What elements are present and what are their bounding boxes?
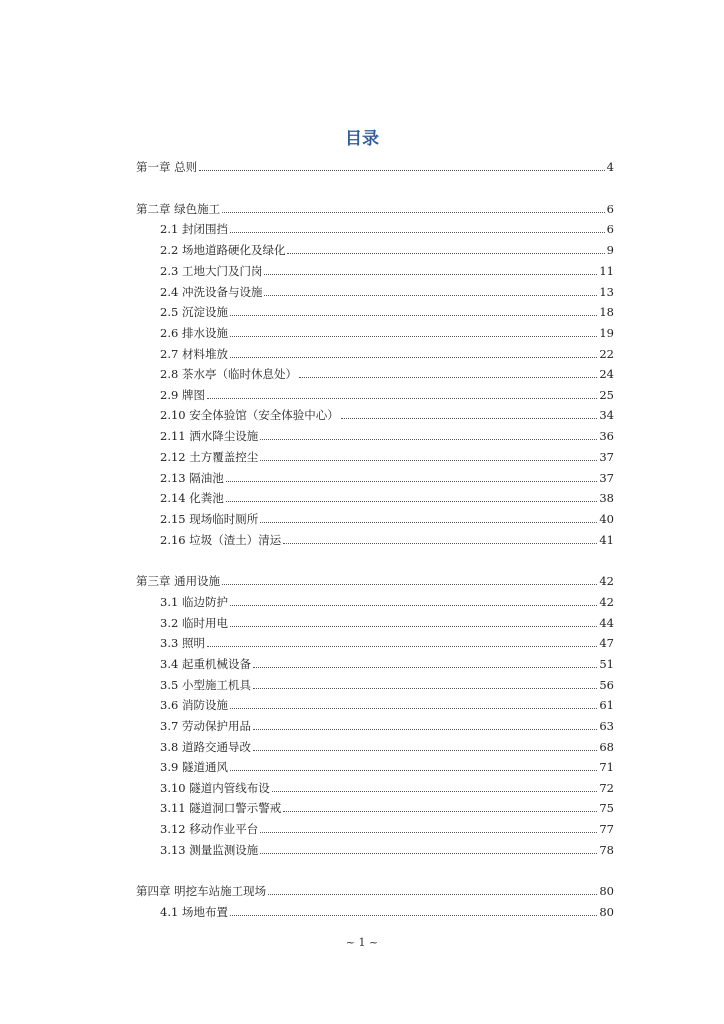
toc-entry-label: 3.9 隧道通风 — [160, 760, 228, 774]
toc-entry-page: 78 — [599, 843, 614, 857]
toc-section-entry[interactable] — [160, 367, 614, 381]
toc-entry-page: 19 — [599, 326, 614, 340]
toc-dot-leader — [207, 397, 597, 399]
toc-entry-page: 42 — [599, 574, 614, 588]
toc-section-entry[interactable] — [160, 326, 614, 340]
toc-section-entry[interactable] — [160, 408, 614, 422]
toc-entry-label: 2.4 冲洗设备与设施 — [160, 285, 263, 299]
toc-entry-label: 2.15 现场临时厕所 — [160, 512, 259, 526]
toc-entry-page: 71 — [599, 760, 614, 774]
toc-entry-label: 3.4 起重机械设备 — [160, 657, 251, 671]
toc-dot-leader — [253, 687, 597, 689]
toc-section-entry[interactable] — [160, 719, 614, 733]
toc-entry-page: 77 — [599, 822, 614, 836]
toc-entry-label: 3.3 照明 — [160, 636, 205, 650]
toc-dot-leader — [230, 707, 597, 709]
toc-dot-leader — [287, 252, 604, 254]
toc-entry-label: 第二章 绿色施工 — [136, 202, 221, 216]
toc-dot-leader — [230, 335, 597, 337]
toc-dot-leader — [283, 810, 597, 812]
toc-dot-leader — [272, 790, 598, 792]
toc-section-entry[interactable] — [160, 657, 614, 671]
toc-section-entry[interactable] — [160, 740, 614, 754]
toc-section-entry[interactable] — [160, 822, 614, 836]
toc-section-entry[interactable] — [160, 222, 614, 236]
toc-entry-page: 22 — [599, 347, 614, 361]
toc-entry-page: 38 — [599, 491, 614, 505]
toc-chapter-entry[interactable] — [136, 160, 614, 174]
toc-entry-label: 2.2 场地道路硬化及绿化 — [160, 243, 286, 257]
toc-section-entry[interactable] — [160, 905, 614, 919]
toc-dot-leader — [230, 914, 597, 916]
toc-entry-page: 24 — [599, 367, 614, 381]
toc-entry-label: 3.5 小型施工机具 — [160, 678, 251, 692]
toc-dot-leader — [260, 459, 597, 461]
toc-chapter-entry[interactable] — [136, 202, 614, 216]
toc-section-entry[interactable] — [160, 843, 614, 857]
toc-dot-leader — [207, 645, 597, 647]
toc-entry-label: 2.3 工地大门及门岗 — [160, 264, 263, 278]
toc-section-entry[interactable] — [160, 347, 614, 361]
toc-entry-label: 2.9 牌图 — [160, 388, 205, 402]
toc-entry-label: 3.10 隧道内管线布设 — [160, 781, 270, 795]
toc-dot-leader — [226, 480, 598, 482]
toc-entry-page: 34 — [599, 408, 614, 422]
toc-entry-page: 61 — [599, 698, 614, 712]
toc-dot-leader — [260, 438, 597, 440]
toc-entry-label: 3.13 测量监测设施 — [160, 843, 259, 857]
page-number-footer: ~ 1 ~ — [345, 936, 379, 949]
toc-entry-page: 44 — [599, 616, 614, 630]
toc-entry-page: 80 — [599, 905, 614, 919]
toc-entry-label: 第一章 总则 — [136, 160, 198, 174]
toc-dot-leader — [260, 831, 597, 833]
toc-section-entry[interactable] — [160, 491, 614, 505]
toc-dot-leader — [230, 769, 597, 771]
toc-section-entry[interactable] — [160, 781, 614, 795]
toc-dot-leader — [230, 231, 605, 233]
toc-section-entry[interactable] — [160, 429, 614, 443]
toc-section-entry[interactable] — [160, 450, 614, 464]
toc-dot-leader — [230, 625, 597, 627]
toc-dot-leader — [222, 211, 605, 213]
toc-dot-leader — [253, 666, 597, 668]
toc-entry-label: 2.10 安全体验馆（安全体验中心） — [160, 408, 339, 422]
toc-entry-label: 3.12 移动作业平台 — [160, 822, 259, 836]
toc-entry-page: 51 — [599, 657, 614, 671]
toc-entry-label: 2.13 隔油池 — [160, 471, 224, 485]
toc-dot-leader — [264, 294, 597, 296]
toc-entry-label: 3.7 劳动保护用品 — [160, 719, 251, 733]
toc-entry-label: 2.12 土方覆盖控尘 — [160, 450, 259, 464]
toc-entry-page: 36 — [599, 429, 614, 443]
toc-dot-leader — [230, 314, 597, 316]
toc-entry-label: 3.11 隧道洞口警示警戒 — [160, 801, 282, 815]
toc-entry-page: 13 — [599, 285, 614, 299]
toc-dot-leader — [199, 169, 605, 171]
toc-section-entry[interactable] — [160, 760, 614, 774]
toc-section-entry[interactable] — [160, 243, 614, 257]
toc-entry-page: 37 — [599, 450, 614, 464]
toc-entry-label: 2.1 封闭围挡 — [160, 222, 228, 236]
toc-dot-leader — [341, 417, 598, 419]
toc-entry-label: 3.8 道路交通导改 — [160, 740, 251, 754]
toc-entry-page: 11 — [599, 264, 614, 278]
toc-dot-leader — [283, 542, 597, 544]
toc-section-entry[interactable] — [160, 388, 614, 402]
toc-entry-page: 18 — [599, 305, 614, 319]
toc-dot-leader — [268, 893, 597, 895]
toc-entry-label: 3.1 临边防护 — [160, 595, 228, 609]
toc-entry-page: 80 — [599, 884, 614, 898]
toc-dot-leader — [253, 749, 597, 751]
toc-entry-label: 3.2 临时用电 — [160, 616, 228, 630]
toc-entry-page: 56 — [599, 678, 614, 692]
toc-dot-leader — [230, 356, 597, 358]
toc-section-entry[interactable] — [160, 616, 614, 630]
toc-entry-label: 第三章 通用设施 — [136, 574, 221, 588]
toc-dot-leader — [230, 604, 597, 606]
toc-section-entry[interactable] — [160, 595, 614, 609]
toc-entry-page: 75 — [599, 801, 614, 815]
toc-section-entry[interactable] — [160, 264, 614, 278]
toc-entry-page: 9 — [606, 243, 614, 257]
toc-entry-page: 40 — [599, 512, 614, 526]
toc-entry-label: 2.5 沉淀设施 — [160, 305, 228, 319]
toc-dot-leader — [264, 273, 597, 275]
toc-entry-label: 2.16 垃圾（渣土）清运 — [160, 533, 282, 547]
toc-entry-page: 63 — [599, 719, 614, 733]
toc-section-entry[interactable] — [160, 636, 614, 650]
toc-section-entry[interactable] — [160, 533, 614, 547]
toc-entry-label: 3.6 消防设施 — [160, 698, 228, 712]
toc-entry-label: 4.1 场地布置 — [160, 905, 228, 919]
toc-section-entry[interactable] — [160, 678, 614, 692]
toc-dot-leader — [253, 728, 597, 730]
toc-entry-label: 2.14 化粪池 — [160, 491, 224, 505]
toc-entry-page: 37 — [599, 471, 614, 485]
toc-dot-leader — [299, 376, 597, 378]
toc-entry-label: 2.7 材料堆放 — [160, 347, 228, 361]
toc-chapter-entry[interactable] — [136, 884, 614, 898]
toc-dot-leader — [260, 521, 597, 523]
toc-entry-page: 72 — [599, 781, 614, 795]
toc-entry-label: 2.6 排水设施 — [160, 326, 228, 340]
toc-entry-page: 41 — [599, 533, 614, 547]
toc-section-entry[interactable] — [160, 305, 614, 319]
toc-entry-page: 68 — [599, 740, 614, 754]
toc-entry-page: 47 — [599, 636, 614, 650]
toc-entry-label: 2.8 茶水亭（临时休息处） — [160, 367, 297, 381]
toc-section-entry[interactable] — [160, 698, 614, 712]
toc-entry-page: 4 — [606, 160, 614, 174]
toc-chapter-entry[interactable] — [136, 574, 614, 588]
toc-entry-label: 2.11 洒水降尘设施 — [160, 429, 259, 443]
toc-dot-leader — [260, 852, 597, 854]
toc-dot-leader — [222, 583, 597, 585]
toc-entry-page: 6 — [606, 222, 614, 236]
toc-section-entry[interactable] — [160, 471, 614, 485]
toc-entry-page: 25 — [599, 388, 614, 402]
toc-entry-page: 6 — [606, 202, 614, 216]
toc-section-entry[interactable] — [160, 285, 614, 299]
toc-section-entry[interactable] — [160, 512, 614, 526]
page-title: 目录 — [345, 129, 379, 149]
toc-section-entry[interactable] — [160, 801, 614, 815]
toc-entry-page: 42 — [599, 595, 614, 609]
toc-entry-label: 第四章 明挖车站施工现场 — [136, 884, 267, 898]
toc-dot-leader — [226, 500, 598, 502]
